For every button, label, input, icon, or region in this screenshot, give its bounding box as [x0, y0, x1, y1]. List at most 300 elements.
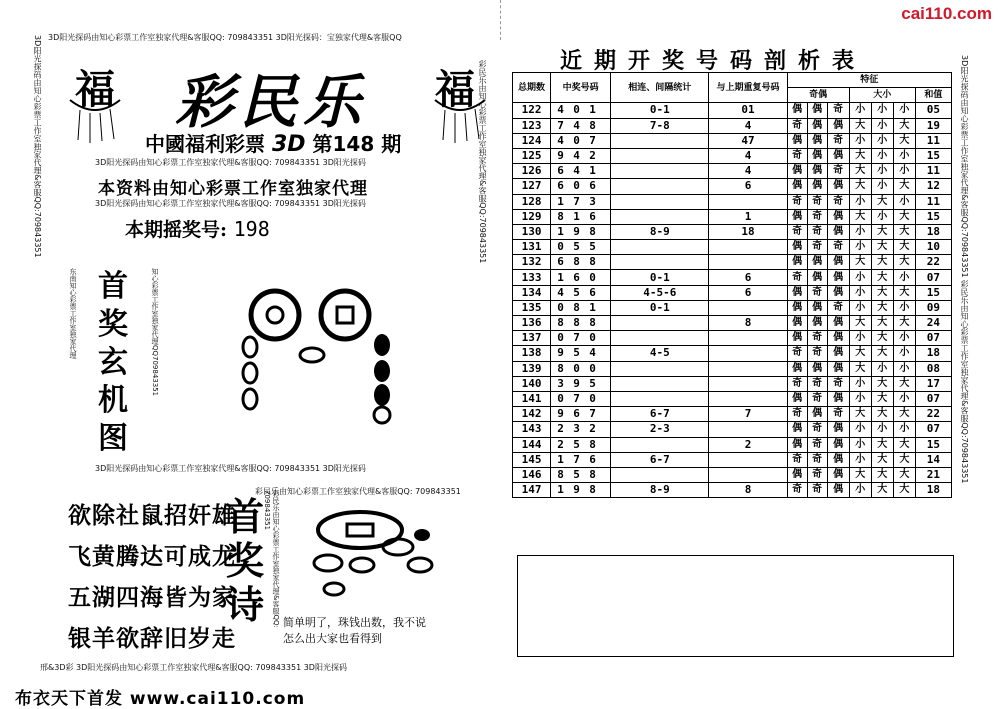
cell-size: 大 [849, 467, 871, 482]
cell-odd-even: 偶 [807, 270, 827, 285]
poem-side-strip: 彩民乐由知心彩票工作室独家代理&客服QQ: 709843351 [263, 490, 280, 628]
cell-size: 小 [871, 148, 893, 163]
draw-row [125, 215, 270, 242]
cell-size: 小 [871, 103, 893, 118]
number-digit: 0 [573, 361, 580, 375]
cell-size: 小 [849, 285, 871, 300]
cell-number [551, 346, 611, 361]
cell-odd-even: 奇 [787, 270, 807, 285]
number-digit: 2 [589, 422, 596, 436]
cell-odd-even: 奇 [807, 240, 827, 255]
cell-odd-even: 偶 [807, 316, 827, 331]
number-digit: 6 [557, 164, 564, 178]
cell-number [551, 118, 611, 133]
table-row [513, 179, 952, 194]
number-digit: 8 [557, 361, 564, 375]
cell-size: 小 [849, 103, 871, 118]
cell-odd-even: 偶 [827, 483, 849, 498]
cell-odd-even: 偶 [827, 452, 849, 467]
cell-odd-even: 奇 [827, 240, 849, 255]
cell-odd-even: 偶 [787, 437, 807, 452]
number-digit: 6 [573, 407, 580, 421]
cell-issue: 132 [513, 255, 551, 270]
table-row [513, 285, 952, 300]
poem-title-char-2: 奖 [225, 538, 264, 583]
cell-sum: 07 [915, 422, 951, 437]
number-digit: 1 [589, 164, 596, 178]
cell-adjacent: 0-1 [611, 300, 709, 315]
table-row [513, 270, 952, 285]
cell-issue: 147 [513, 483, 551, 498]
cell-odd-even: 偶 [787, 133, 807, 148]
puzzle-side-text-a: 东南知心彩票工作室独家代理 [69, 268, 77, 359]
cell-size: 大 [893, 209, 915, 224]
number-digit: 2 [557, 422, 564, 436]
brand-title: 彩民乐 [175, 68, 368, 136]
number-digit: 6 [589, 209, 596, 223]
cell-odd-even: 奇 [787, 346, 807, 361]
number-digit: 4 [557, 285, 564, 299]
cell-odd-even: 偶 [807, 103, 827, 118]
cell-odd-even: 奇 [807, 224, 827, 239]
table-row [513, 361, 952, 376]
cell-odd-even: 奇 [807, 452, 827, 467]
cell-number [551, 300, 611, 315]
cell-size: 大 [893, 483, 915, 498]
cell-issue: 144 [513, 437, 551, 452]
number-digit: 8 [573, 255, 580, 269]
table-row [513, 103, 952, 118]
cell-size: 小 [871, 422, 893, 437]
cell-issue: 124 [513, 133, 551, 148]
cell-size: 小 [893, 164, 915, 179]
number-digit: 8 [557, 209, 564, 223]
site-logo[interactable]: cai110.com [901, 4, 992, 23]
cell-size: 大 [871, 300, 893, 315]
cell-sum: 18 [915, 346, 951, 361]
cell-size: 大 [849, 407, 871, 422]
number-digit: 8 [557, 467, 564, 481]
cell-size: 大 [871, 285, 893, 300]
cell-adjacent: 7-8 [611, 118, 709, 133]
cell-size: 大 [893, 240, 915, 255]
cell-issue: 131 [513, 240, 551, 255]
cell-odd-even: 奇 [787, 224, 807, 239]
cell-repeat: 4 [709, 164, 787, 179]
number-digit: 8 [589, 255, 596, 269]
table-row [513, 240, 952, 255]
number-digit: 1 [557, 224, 564, 238]
cell-size: 大 [893, 118, 915, 133]
number-digit: 4 [557, 103, 564, 117]
cell-repeat [709, 300, 787, 315]
cell-sum: 18 [915, 224, 951, 239]
cell-size: 小 [849, 376, 871, 391]
cell-repeat [709, 376, 787, 391]
cell-odd-even: 奇 [787, 483, 807, 498]
cell-odd-even: 奇 [827, 376, 849, 391]
cell-adjacent [611, 376, 709, 391]
number-digit: 8 [589, 224, 596, 238]
cell-odd-even: 偶 [827, 422, 849, 437]
number-digit: 9 [557, 407, 564, 421]
cell-size: 大 [893, 407, 915, 422]
number-digit: 8 [573, 300, 580, 314]
cell-size: 小 [871, 209, 893, 224]
cell-number [551, 483, 611, 498]
table-body [513, 103, 952, 498]
cell-repeat [709, 467, 787, 482]
cell-adjacent [611, 240, 709, 255]
cell-odd-even: 奇 [787, 148, 807, 163]
cell-odd-even: 偶 [807, 148, 827, 163]
cell-sum: 15 [915, 209, 951, 224]
cell-sum: 11 [915, 194, 951, 209]
cell-size: 大 [871, 391, 893, 406]
cell-size: 大 [871, 346, 893, 361]
cell-repeat: 6 [709, 285, 787, 300]
cell-size: 大 [871, 437, 893, 452]
cell-size: 大 [893, 285, 915, 300]
cell-number [551, 133, 611, 148]
cell-sum: 11 [915, 133, 951, 148]
table-row [513, 316, 952, 331]
number-digit: 0 [557, 240, 564, 254]
cell-size: 大 [849, 361, 871, 376]
cell-adjacent [611, 179, 709, 194]
poem-line-4: 银羊欲辞旧岁走 [68, 626, 236, 652]
cell-sum: 07 [915, 391, 951, 406]
cell-odd-even: 偶 [827, 346, 849, 361]
number-digit: 9 [557, 149, 564, 163]
number-digit: 5 [573, 437, 580, 451]
cell-repeat: 4 [709, 148, 787, 163]
cell-size: 大 [849, 179, 871, 194]
table-row [513, 437, 952, 452]
cell-issue: 139 [513, 361, 551, 376]
number-digit: 3 [557, 376, 564, 390]
table-row [513, 224, 952, 239]
cell-size: 小 [849, 224, 871, 239]
cell-size: 大 [871, 467, 893, 482]
cell-odd-even: 奇 [827, 194, 849, 209]
number-digit: 0 [557, 392, 564, 406]
cell-repeat [709, 194, 787, 209]
cell-issue: 125 [513, 148, 551, 163]
promo-line-1: 3D阳光探码由知心彩票工作室独家代理&客服QQ: 709843351 3D阳光探码 [95, 158, 366, 167]
cell-adjacent: 6-7 [611, 452, 709, 467]
cell-size: 小 [849, 133, 871, 148]
cell-repeat: 2 [709, 437, 787, 452]
cell-adjacent: 4-5 [611, 346, 709, 361]
issue-line [145, 128, 401, 157]
number-digit: 3 [573, 422, 580, 436]
number-digit: 2 [589, 149, 596, 163]
cell-size: 小 [893, 361, 915, 376]
cell-size: 小 [849, 270, 871, 285]
number-digit: 1 [589, 300, 596, 314]
cell-issue: 145 [513, 452, 551, 467]
puzzle-char-3: 玄 [98, 345, 128, 380]
cell-repeat [709, 255, 787, 270]
header-issue: 总期数 [513, 73, 551, 103]
cell-issue: 136 [513, 316, 551, 331]
number-digit: 5 [573, 346, 580, 360]
cell-adjacent [611, 133, 709, 148]
cell-size: 大 [849, 255, 871, 270]
cell-odd-even: 奇 [807, 346, 827, 361]
cell-size: 小 [893, 300, 915, 315]
issue-number: 第148 期 [312, 132, 402, 156]
cell-number [551, 376, 611, 391]
cell-odd-even: 偶 [787, 300, 807, 315]
cell-size: 小 [849, 194, 871, 209]
cell-odd-even: 奇 [807, 391, 827, 406]
cell-odd-even: 偶 [807, 179, 827, 194]
cell-size: 小 [893, 148, 915, 163]
table-row [513, 194, 952, 209]
header-adjacent: 相连、间隔统计 [611, 73, 709, 103]
empty-note-box [517, 555, 954, 657]
cell-issue: 128 [513, 194, 551, 209]
cell-odd-even: 奇 [827, 300, 849, 315]
cell-sum: 19 [915, 118, 951, 133]
cell-odd-even: 偶 [807, 118, 827, 133]
cell-repeat: 18 [709, 224, 787, 239]
cell-size: 小 [893, 331, 915, 346]
poem-line-3: 五湖四海皆为家 [68, 585, 236, 611]
cell-odd-even: 偶 [787, 103, 807, 118]
cell-issue: 140 [513, 376, 551, 391]
cell-adjacent [611, 255, 709, 270]
cell-size: 大 [871, 407, 893, 422]
cell-number [551, 331, 611, 346]
cell-sum: 12 [915, 179, 951, 194]
cell-size: 小 [849, 483, 871, 498]
cell-sum: 15 [915, 148, 951, 163]
poem-note-2: 怎么出大家也看得到 [283, 632, 382, 645]
cell-issue: 142 [513, 407, 551, 422]
cell-odd-even: 偶 [787, 361, 807, 376]
cell-repeat: 4 [709, 118, 787, 133]
cell-size: 小 [849, 331, 871, 346]
header-sum: 和值 [915, 88, 951, 103]
header-feature: 特征 [787, 73, 951, 88]
cell-adjacent [611, 316, 709, 331]
cell-size: 小 [849, 240, 871, 255]
cell-repeat: 8 [709, 483, 787, 498]
cell-size: 大 [849, 118, 871, 133]
cell-odd-even: 偶 [827, 361, 849, 376]
cell-adjacent: 8-9 [611, 224, 709, 239]
number-digit: 1 [557, 270, 564, 284]
poem-title-char-1: 首 [225, 494, 264, 539]
fu-left-char: 福 [75, 66, 115, 113]
issue-3d: 3D [271, 132, 306, 157]
cell-odd-even: 偶 [827, 331, 849, 346]
table-row [513, 376, 952, 391]
cell-issue: 141 [513, 391, 551, 406]
cell-size: 小 [893, 270, 915, 285]
cell-sum: 14 [915, 452, 951, 467]
cell-sum: 05 [915, 103, 951, 118]
number-digit: 0 [557, 300, 564, 314]
number-digit: 0 [573, 103, 580, 117]
cell-odd-even: 偶 [787, 467, 807, 482]
cell-odd-even: 奇 [807, 422, 827, 437]
cell-size: 大 [871, 376, 893, 391]
cell-number [551, 103, 611, 118]
cell-size: 大 [893, 452, 915, 467]
number-digit: 6 [573, 270, 580, 284]
cell-number [551, 452, 611, 467]
number-digit: 8 [589, 437, 596, 451]
cell-repeat: 01 [709, 103, 787, 118]
cell-number [551, 316, 611, 331]
cell-sum: 09 [915, 300, 951, 315]
header-number: 中奖号码 [551, 73, 611, 103]
page-divider [500, 0, 502, 40]
cell-odd-even: 偶 [787, 331, 807, 346]
cell-number [551, 391, 611, 406]
cell-size: 小 [849, 300, 871, 315]
cell-odd-even: 偶 [807, 255, 827, 270]
agent-line: 本资料由知心彩票工作室独家代理 [98, 179, 368, 199]
cell-adjacent: 2-3 [611, 422, 709, 437]
cell-sum: 07 [915, 331, 951, 346]
cell-issue: 138 [513, 346, 551, 361]
cell-issue: 143 [513, 422, 551, 437]
number-digit: 6 [589, 285, 596, 299]
table-title: 近期开奖号码剖析表 [560, 48, 867, 74]
table-row [513, 346, 952, 361]
table-row [513, 300, 952, 315]
cell-size: 大 [893, 437, 915, 452]
cell-odd-even: 偶 [787, 422, 807, 437]
cell-size: 小 [849, 391, 871, 406]
cell-number [551, 407, 611, 422]
cell-odd-even: 偶 [787, 255, 807, 270]
number-digit: 5 [589, 240, 596, 254]
cell-sum: 15 [915, 437, 951, 452]
cell-number [551, 270, 611, 285]
cell-size: 大 [893, 376, 915, 391]
cell-adjacent [611, 467, 709, 482]
cell-size: 大 [893, 255, 915, 270]
puzzle-char-1: 首 [98, 269, 128, 304]
cell-odd-even: 奇 [807, 483, 827, 498]
table-row [513, 483, 952, 498]
cell-issue: 134 [513, 285, 551, 300]
cell-odd-even: 偶 [807, 407, 827, 422]
cell-size: 小 [893, 391, 915, 406]
cell-odd-even: 偶 [827, 255, 849, 270]
number-digit: 9 [573, 483, 580, 497]
lantern-right-icon [425, 95, 495, 145]
cell-odd-even: 偶 [787, 391, 807, 406]
cell-odd-even: 偶 [827, 270, 849, 285]
top-promo-strip: 3D阳光探码由知心彩票工作室独家代理&客服QQ: 709843351 3D阳光探码：宝独家代理&客服QQ [48, 33, 402, 42]
number-digit: 9 [557, 346, 564, 360]
cell-adjacent: 4-5-6 [611, 285, 709, 300]
number-digit: 7 [573, 452, 580, 466]
cell-repeat: 6 [709, 270, 787, 285]
table-row [513, 331, 952, 346]
cell-issue: 127 [513, 179, 551, 194]
number-digit: 8 [589, 483, 596, 497]
number-digit: 5 [573, 467, 580, 481]
cell-size: 大 [893, 179, 915, 194]
cell-number [551, 467, 611, 482]
draw-analysis-table [512, 72, 952, 498]
cell-sum: 15 [915, 285, 951, 300]
cell-odd-even: 奇 [787, 376, 807, 391]
cell-adjacent [611, 331, 709, 346]
cell-issue: 123 [513, 118, 551, 133]
cell-size: 大 [849, 164, 871, 179]
number-digit: 4 [573, 149, 580, 163]
cell-adjacent: 6-7 [611, 407, 709, 422]
cell-adjacent [611, 361, 709, 376]
number-digit: 7 [573, 392, 580, 406]
cell-size: 大 [893, 133, 915, 148]
number-digit: 6 [557, 179, 564, 193]
cell-sum: 10 [915, 240, 951, 255]
cell-odd-even: 奇 [807, 331, 827, 346]
cell-odd-even: 偶 [827, 467, 849, 482]
cell-repeat [709, 391, 787, 406]
number-digit: 0 [589, 270, 596, 284]
cell-odd-even: 奇 [787, 194, 807, 209]
cell-odd-even: 偶 [827, 391, 849, 406]
cell-odd-even: 偶 [827, 118, 849, 133]
cell-odd-even: 偶 [787, 164, 807, 179]
number-digit: 5 [573, 240, 580, 254]
cell-number [551, 240, 611, 255]
cell-odd-even: 奇 [807, 209, 827, 224]
puzzle-char-4: 机 [98, 383, 128, 418]
cell-sum: 22 [915, 407, 951, 422]
cell-size: 大 [871, 483, 893, 498]
cell-adjacent [611, 437, 709, 452]
cell-repeat [709, 331, 787, 346]
number-digit: 5 [573, 285, 580, 299]
cell-odd-even: 偶 [807, 164, 827, 179]
cell-size: 小 [871, 133, 893, 148]
cell-size: 小 [849, 422, 871, 437]
issue-prefix: 中國福利彩票 [145, 132, 265, 156]
number-digit: 7 [573, 194, 580, 208]
left-side-strip: 3D阳光探码由知心彩票工作室独家代理&客服QQ:709843351 [33, 35, 42, 258]
cell-size: 大 [893, 316, 915, 331]
cell-odd-even: 奇 [807, 285, 827, 300]
cell-issue: 126 [513, 164, 551, 179]
number-digit: 6 [557, 255, 564, 269]
cell-size: 大 [871, 452, 893, 467]
cell-size: 大 [893, 224, 915, 239]
cell-number [551, 285, 611, 300]
cell-sum: 24 [915, 316, 951, 331]
number-digit: 4 [589, 346, 596, 360]
number-digit: 6 [589, 179, 596, 193]
cell-repeat: 47 [709, 133, 787, 148]
number-digit: 9 [573, 376, 580, 390]
number-digit: 8 [573, 316, 580, 330]
cell-odd-even: 偶 [827, 285, 849, 300]
cell-odd-even: 奇 [787, 407, 807, 422]
cell-size: 大 [849, 148, 871, 163]
header-size: 大小 [849, 88, 915, 103]
